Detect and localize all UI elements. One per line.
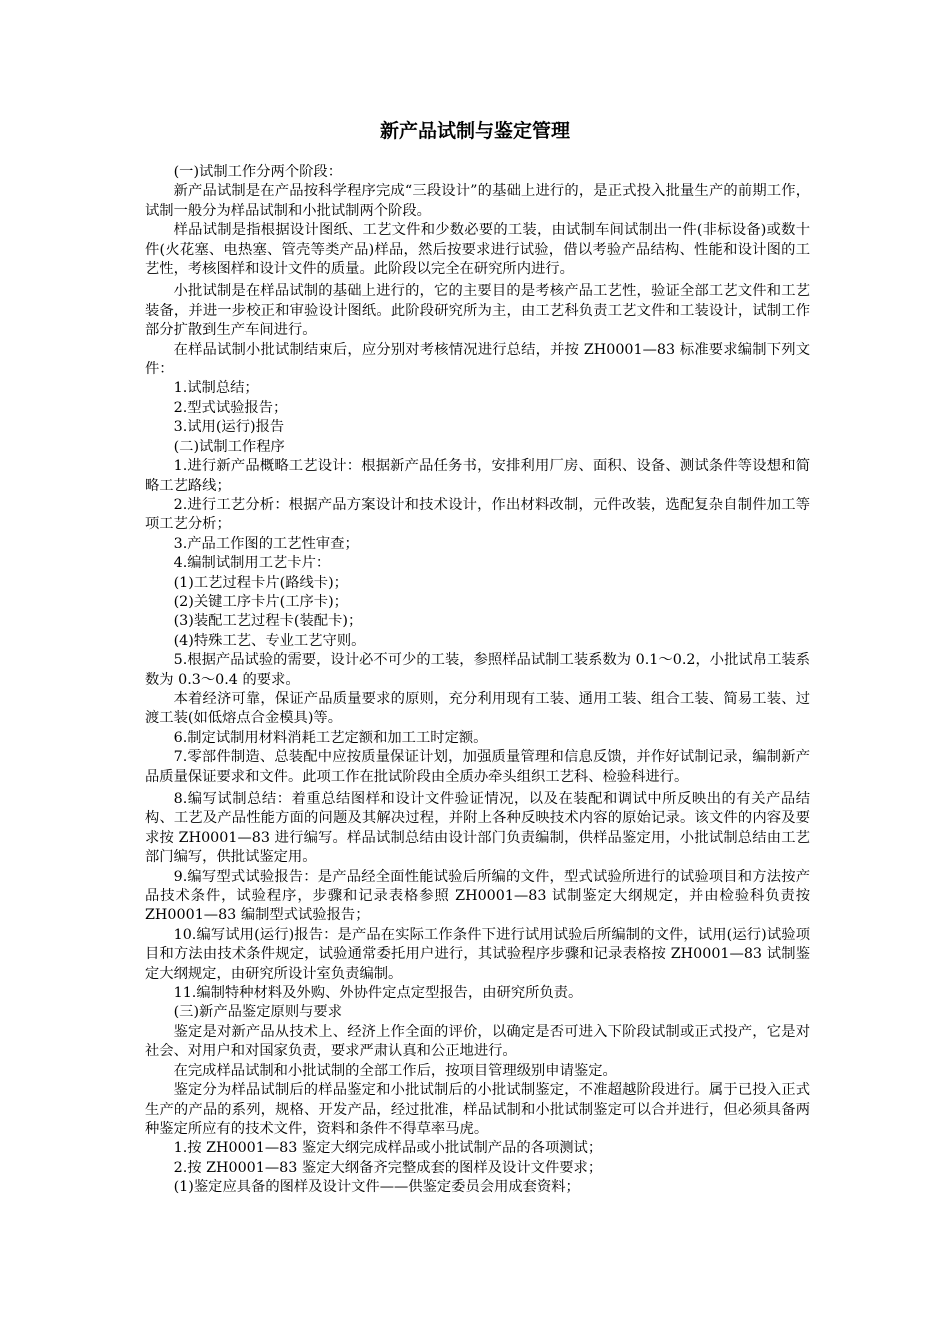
paragraph: (三)新产品鉴定原则与要求	[173, 1004, 343, 1021]
paragraph: 11.编制特种材料及外购、外协件定点定型报告，由研究所负责。	[173, 985, 583, 1002]
paragraph: 6.制定试制用材料消耗工艺定额和加工工时定额。	[173, 729, 488, 746]
document-body	[145, 163, 810, 1198]
paragraph: 1.试制总结；	[173, 380, 259, 397]
paragraph: 小批试制是在样品试制的基础上进行的，它的主要目的是考核产品工艺性，验证全部工艺文件和工艺装备，并进一步校正和审验设计图纸。此阶段研究所为主，由工艺科负责工艺文件和工装设计，试制工作部分扩散到生产车间进行。	[145, 283, 810, 339]
document-title: 新产品试制与鉴定管理	[379, 120, 570, 142]
paragraph: (4)特殊工艺、专业工艺守则。	[173, 632, 366, 649]
paragraph: (1)鉴定应具备的图样及设计文件——供鉴定委员会用成套资料；	[173, 1179, 580, 1196]
paragraph: 9.编写型式试验报告：是产品经全面性能试验后所编的文件，型式试验所进行的试验项目和方法按产品技术条件，试验程序，步骤和记录表格参照 ZH0001—83 试制鉴定大纲规定，并由检验科负责按 ZH0001—83 编制型式试验报告；	[145, 868, 810, 924]
paragraph: (二)试制工作程序	[173, 438, 285, 455]
paragraph: 1.进行新产品概略工艺设计：根据新产品任务书，安排利用厂房、面积、设备、测试条件等设想和简略工艺路线；	[145, 458, 810, 494]
paragraph: 本着经济可靠，保证产品质量要求的原则，充分利用现有工装、通用工装、组合工装、简易工装、过渡工装(如低熔点合金模具)等。	[145, 690, 810, 727]
paragraph: 3.试用(运行)报告	[173, 419, 285, 436]
paragraph: (3)装配工艺过程卡(装配卡)；	[173, 613, 363, 630]
paragraph: 8.编写试制总结：着重总结图样和设计文件验证情况，以及在装配和调试中所反映出的有关产品结构、工艺及产品性能方面的问题及其解决过程，并附上各种反映技术内容的原始记录。该文件的内容及要求按 ZH0001—83 进行编写。样品试制总结由设计部门负责编制，供样品鉴定用，小批试制总结由工艺部门编写，供批试鉴定用。	[145, 791, 810, 866]
paragraph: 1.按 ZH0001—83 鉴定大纲完成样品或小批试制产品的各项测试；	[173, 1140, 603, 1157]
paragraph: 样品试制是指根据设计图纸、工艺文件和少数必要的工装，由试制车间试制出一件(非标设备)或数十件(火花塞、电热塞、管壳等类产品)样品，然后按要求进行试验，借以考验产品结构、性能和设计图的工艺性，考核图样和设计文件的质量。此阶段以完全在研究所内进行。	[145, 222, 810, 278]
paragraph: 2.进行工艺分析：根据产品方案设计和技术设计，作出材料改制，元件改装，选配复杂自制件加工等项工艺分析；	[145, 496, 810, 533]
paragraph: (1)工艺过程卡片(路线卡)；	[173, 574, 348, 591]
paragraph: 新产品试制是在产品按科学程序完成“三段设计”的基础上进行的，是正式投入批量生产的前期工作，试制一般分为样品试制和小批试制两个阶段。	[145, 183, 810, 219]
paragraph: 4.编制试制用工艺卡片：	[173, 555, 331, 572]
paragraph: 5.根据产品试验的需要，设计必不可少的工装，参照样品试制工装系数为 0.1～0.2，小批试帛工装系数为 0.3～0.4 的要求。	[145, 652, 810, 688]
paragraph: 在样品试制小批试制结束后，应分别对考核情况进行总结，并按 ZH0001—83 标准要求编制下列文件：	[145, 341, 810, 378]
paragraph: 10.编写试用(运行)报告：是产品在实际工作条件下进行试用试验后所编制的文件，试用(运行)试验项目和方法由技术条件规定，试验通常委托用户进行，其试验程序步骤和记录表格按 ZH0001—83 试制鉴定大纲规定，由研究所设计室负责编制。	[145, 926, 810, 982]
paragraph: 7.零部件制造、总装配中应按质量保证计划，加强质量管理和信息反馈，并作好试制记录，编制新产品质量保证要求和文件。此项工作在批试阶段由全质办牵头组织工艺科、检验科进行。	[145, 749, 810, 785]
paragraph: 鉴定分为样品试制后的样品鉴定和小批试制后的小批试制鉴定，不准超越阶段进行。属于已投入正式生产的产品的系列，规格、开发产品，经过批准，样品试制和小批试制鉴定可以合并进行，但必须具备两种鉴定所应有的技术文件，资料和条件不得草率马虎。	[145, 1082, 810, 1137]
paragraph: (一)试制工作分两个阶段：	[173, 164, 343, 180]
paragraph: (2)关键工序卡片(工序卡)；	[173, 593, 348, 610]
paragraph: 在完成样品试制和小批试制的全部工作后，按项目管理级别申请鉴定。	[173, 1062, 617, 1079]
paragraph: 鉴定是对新产品从技术上、经济上作全面的评价，以确定是否可进入下阶段试制或正式投产，它是对社会、对用户和对国家负责，要求严肃认真和公正地进行。	[145, 1023, 810, 1060]
paragraph: 2.按 ZH0001—83 鉴定大纲备齐完整成套的图样及设计文件要求；	[173, 1159, 603, 1176]
paragraph: 3.产品工作图的工艺性审查；	[173, 535, 359, 552]
paragraph: 2.型式试验报告；	[173, 399, 288, 416]
